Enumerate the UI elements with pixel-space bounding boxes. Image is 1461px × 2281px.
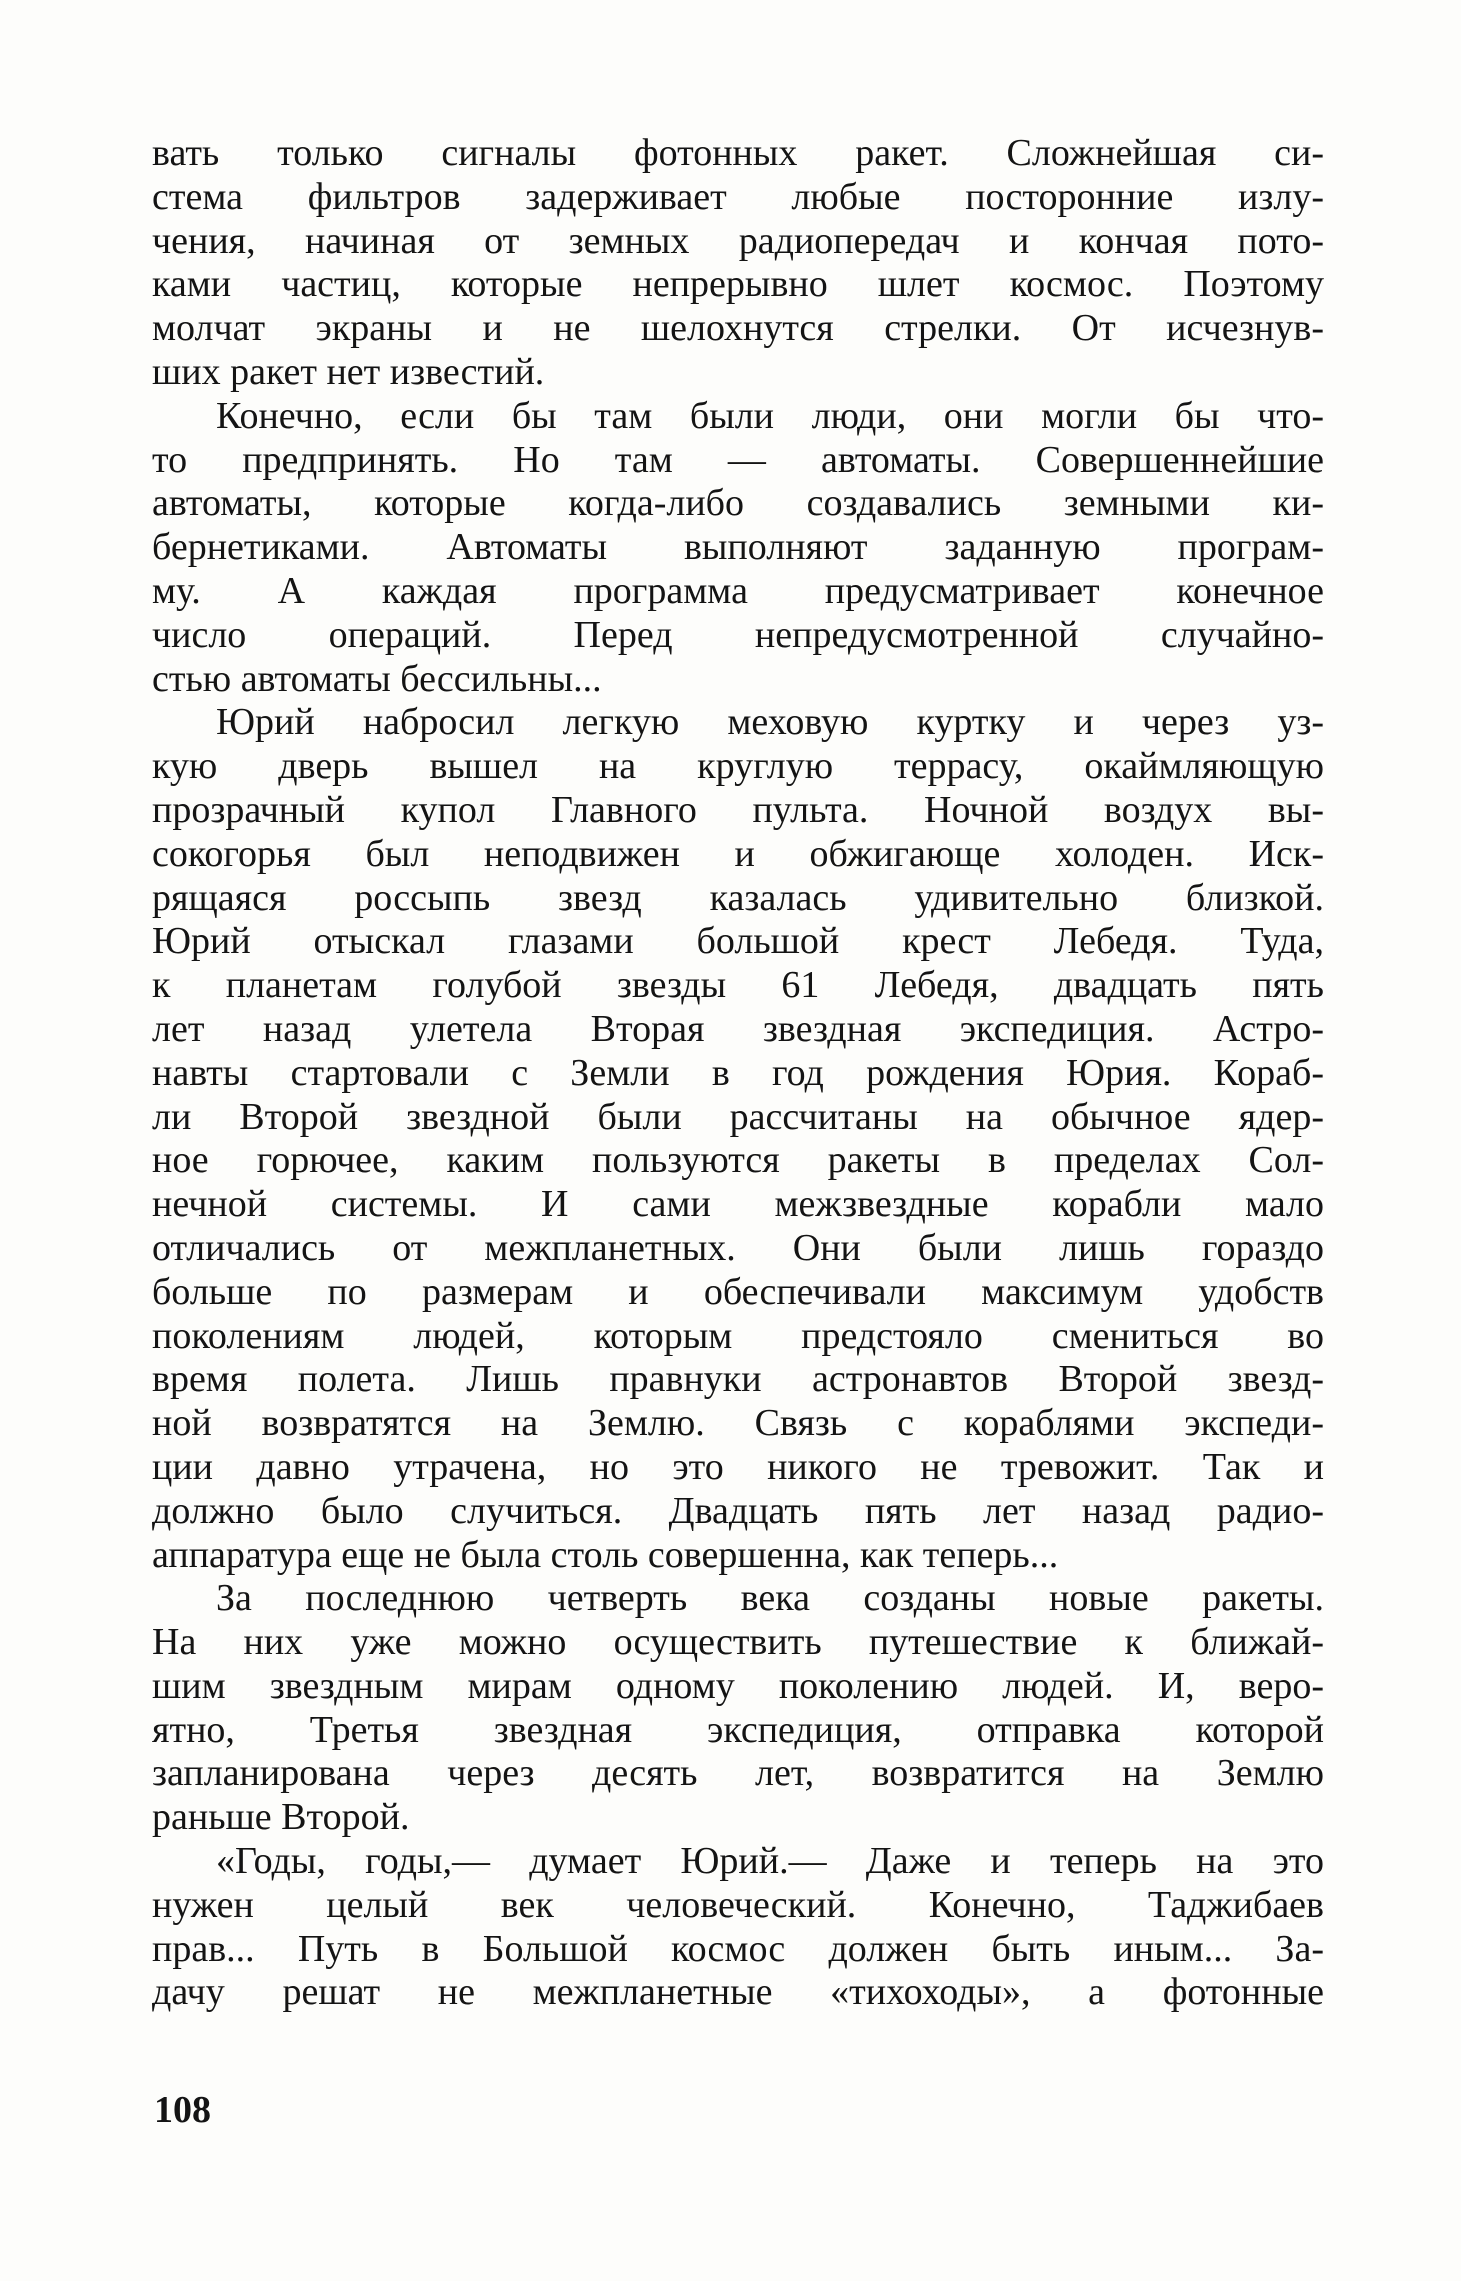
text-line: раньше Второй.	[152, 1796, 410, 1839]
page-number: 108	[154, 2089, 211, 2131]
text-line: молчат экраны и не шелохнутся стрелки. От исчезнув-	[152, 307, 1324, 350]
text-line: ших ракет нет известий.	[152, 350, 545, 393]
text-line: шим звездным мирам одному поколению людей. И, веро-	[152, 1664, 1324, 1707]
text-line: поколениям людей, которым предстояло смениться во	[152, 1314, 1324, 1357]
text-line: лет назад улетела Вторая звездная экспедиция. Астро-	[152, 1007, 1324, 1050]
text-line: нечной системы. И сами межзвездные корабли мало	[152, 1183, 1324, 1226]
text-line: ятно, Третья звездная экспедиция, отправка которой	[152, 1708, 1324, 1751]
text-line: число операций. Перед непредусмотренной случайно-	[152, 613, 1324, 656]
text-line: стема фильтров задерживает любые посторонние излу-	[152, 175, 1324, 218]
text-line: больше по размерам и обеспечивали максимум удобств	[152, 1270, 1324, 1313]
text-line: Юрий набросил легкую меховую куртку и через уз-	[216, 701, 1324, 744]
text-line: Юрий отыскал глазами большой крест Лебедя. Туда,	[152, 920, 1324, 963]
text-line: рящаяся россыпь звезд казалась удивительно близкой.	[152, 876, 1324, 919]
text-line: запланирована через десять лет, возвратится на Землю	[152, 1752, 1324, 1795]
text-line: то предпринять. Но там — автоматы. Совершеннейшие	[152, 438, 1324, 481]
text-line: стью автоматы бессильны...	[152, 657, 602, 700]
text-line: Конечно, если бы там были люди, они могли бы что-	[216, 394, 1324, 437]
text-line: За последнюю четверть века созданы новые ракеты.	[216, 1577, 1324, 1620]
text-line: ли Второй звездной были рассчитаны на обычное ядер-	[152, 1095, 1324, 1138]
text-line: ции давно утрачена, но это никого не тревожит. Так и	[152, 1445, 1324, 1488]
text-line: На них уже можно осуществить путешествие к ближай-	[152, 1621, 1324, 1664]
text-line: бернетиками. Автоматы выполняют заданную програм-	[152, 526, 1324, 569]
text-line: навты стартовали с Земли в год рождения Юрия. Кораб-	[152, 1051, 1324, 1094]
text-line: дачу решат не межпланетные «тихоходы», а фотонные	[152, 1971, 1324, 2014]
text-line: ное горючее, каким пользуются ракеты в пределах Сол-	[152, 1139, 1324, 1182]
text-line: ками частиц, которые непрерывно шлет космос. Поэтому	[152, 263, 1324, 306]
text-line: прозрачный купол Главного пульта. Ночной воздух вы-	[152, 788, 1324, 831]
text-line: «Годы, годы,— думает Юрий.— Даже и теперь на это	[216, 1840, 1324, 1883]
text-line: должно было случиться. Двадцать пять лет назад радио-	[152, 1489, 1324, 1532]
text-line: аппаратура еще не была столь совершенна, как теперь...	[152, 1533, 1059, 1576]
text-line: время полета. Лишь правнуки астронавтов Второй звезд-	[152, 1358, 1324, 1401]
text-line: чения, начиная от земных радиопередач и кончая пото-	[152, 219, 1324, 262]
text-line: к планетам голубой звезды 61 Лебедя, двадцать пять	[152, 964, 1324, 1007]
text-line: прав... Путь в Большой космос должен быть иным... За-	[152, 1927, 1324, 1970]
text-line: отличались от межпланетных. Они были лишь гораздо	[152, 1226, 1324, 1269]
text-line: сокогорья был неподвижен и обжигающе холоден. Иск-	[152, 832, 1324, 875]
text-line: кую дверь вышел на круглую террасу, окаймляющую	[152, 745, 1324, 788]
text-line: му. А каждая программа предусматривает конечное	[152, 569, 1324, 612]
text-line: вать только сигналы фотонных ракет. Сложнейшая си-	[152, 132, 1324, 174]
text-line: автоматы, которые когда-либо создавались земными ки-	[152, 482, 1324, 525]
body-text	[152, 132, 1324, 2015]
text-line: нужен целый век человеческий. Конечно, Таджибаев	[152, 1883, 1324, 1926]
text-line: ной возвратятся на Землю. Связь с кораблями экспеди-	[152, 1402, 1324, 1445]
